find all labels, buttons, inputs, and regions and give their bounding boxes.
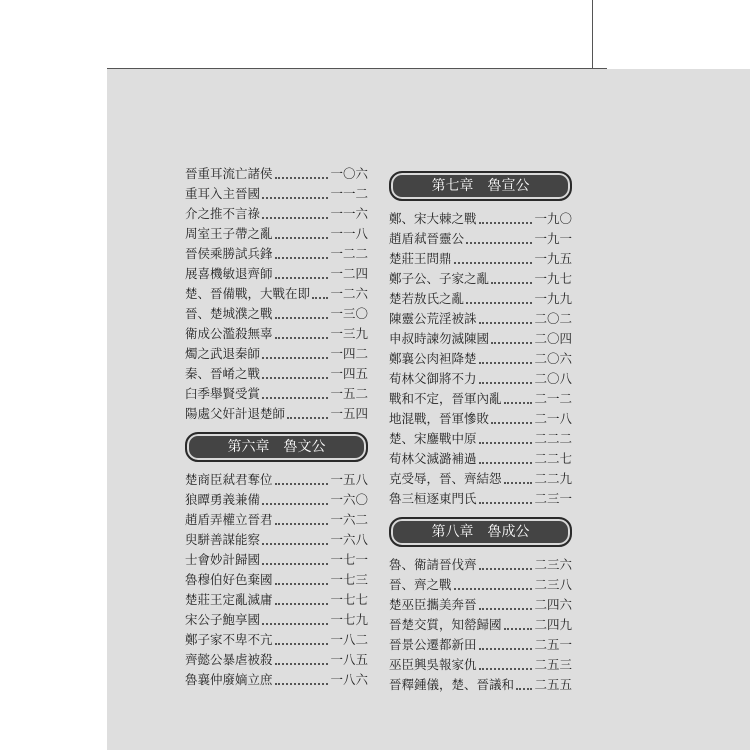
entry-page-number: 一一八 [330,226,368,241]
leader-dots [275,236,329,239]
toc-entry [185,164,368,184]
toc-entry [389,469,572,489]
entry-page-number: 一七三 [330,572,368,587]
leader-dots [479,607,533,610]
toc-entry [185,470,368,490]
entry-title: 荀林父滅潞補過 [389,451,477,466]
toc-entry [389,489,572,509]
entry-page-number: 二三八 [534,577,572,592]
right-column [389,171,572,695]
toc-entry [185,204,368,224]
entry-title: 齊懿公暴虐被殺 [185,652,273,667]
entry-title: 狼瞫勇義兼備 [185,492,261,507]
entry-title: 楚莊王問鼎 [389,251,452,266]
entry-title: 魯、衛請晉伐齊 [389,557,477,572]
entry-page-number: 二一八 [534,411,572,426]
entry-page-number: 二〇二 [534,311,572,326]
leader-dots [466,241,532,244]
toc-entry [389,389,572,409]
toc-entry [389,209,572,229]
toc-entry [389,575,572,595]
entry-title: 戰和不定，晉軍內亂 [389,391,502,406]
right-entries-a [389,209,572,509]
entry-page-number: 一九一 [534,231,572,246]
entry-page-number: 一五二 [330,386,368,401]
entry-title: 周室王子帶之亂 [185,226,273,241]
entry-title: 燭之武退秦師 [185,346,261,361]
leader-dots [504,627,533,630]
entry-page-number: 一一六 [330,206,368,221]
leader-dots [479,501,533,504]
entry-title: 宋公子鮑享國 [185,612,261,627]
toc-entry [185,610,368,630]
entry-page-number: 一九九 [534,291,572,306]
toc-entry [389,229,572,249]
entry-page-number: 二一二 [534,391,572,406]
entry-title: 晉景公遷都新田 [389,637,477,652]
entry-page-number: 一二二 [330,246,368,261]
toc-entry [185,590,368,610]
leader-dots [275,522,329,525]
chapter-heading: 第六章 魯文公 [185,432,368,462]
entry-page-number: 一五八 [330,472,368,487]
entry-page-number: 一九〇 [534,211,572,226]
entry-title: 秦、晉崤之戰 [185,366,261,381]
toc-entry [389,309,572,329]
entry-title: 楚、宋鏖戰中原 [389,431,477,446]
leader-dots [262,396,328,399]
entry-title: 晉侯乘勝試兵鋒 [185,246,273,261]
toc-entry [389,675,572,695]
entry-page-number: 二三一 [534,491,572,506]
toc-entry [185,284,368,304]
entry-page-number: 一九五 [534,251,572,266]
leader-dots [262,196,328,199]
leader-dots [479,441,533,444]
toc-entry [185,570,368,590]
entry-title: 陳靈公荒淫被誅 [389,311,477,326]
entry-title: 楚、晉備戰，大戰在即 [185,286,311,301]
entry-page-number: 一四五 [330,366,368,381]
entry-title: 地混戰，晉軍慘敗 [389,411,490,426]
toc-entry [185,224,368,244]
toc-entry [389,615,572,635]
entry-title: 晉重耳流亡諸侯 [185,166,273,181]
entry-title: 趙盾弄權立晉君 [185,512,273,527]
crop-mark-vertical [592,0,593,68]
left-entries-before [185,164,368,424]
toc-entry [389,269,572,289]
entry-title: 楚莊王定亂滅庸 [185,592,273,607]
toc-entry [185,184,368,204]
toc-entry [185,304,368,324]
toc-entry [389,249,572,269]
leader-dots [262,562,328,565]
leader-dots [479,321,533,324]
toc-entry [185,490,368,510]
entry-title: 臼季舉賢受賞 [185,386,261,401]
leader-dots [479,381,533,384]
entry-page-number: 二五三 [534,657,572,672]
entry-title: 鄭子公、子家之亂 [389,271,490,286]
entry-title: 荀林父御將不力 [389,371,477,386]
entry-page-number: 一三〇 [330,306,368,321]
entry-title: 晉釋鍾儀，楚、晉議和 [389,677,515,692]
entry-page-number: 一八二 [330,632,368,647]
leader-dots [275,176,329,179]
leader-dots [516,687,532,690]
right-entries-b [389,555,572,695]
entry-page-number: 一四二 [330,346,368,361]
leader-dots [479,647,533,650]
entry-page-number: 二二七 [534,451,572,466]
entry-page-number: 一六二 [330,512,368,527]
toc-entry [389,349,572,369]
toc-entry [389,289,572,309]
entry-page-number: 二三六 [534,557,572,572]
entry-title: 晉、楚城濮之戰 [185,306,273,321]
toc-entry [185,530,368,550]
entry-page-number: 二五五 [534,677,572,692]
entry-title: 楚若敖氏之亂 [389,291,465,306]
toc-entry [185,550,368,570]
entry-page-number: 一五四 [330,406,368,421]
entry-title: 鄭子家不卑不亢 [185,632,273,647]
leader-dots [287,416,328,419]
chapter-heading: 第七章 魯宣公 [389,171,572,201]
entry-page-number: 一六〇 [330,492,368,507]
toc-entry [389,369,572,389]
entry-page-number: 二〇六 [534,351,572,366]
leader-dots [312,296,328,299]
entry-page-number: 一六八 [330,532,368,547]
leader-dots [262,542,328,545]
leader-dots [491,341,532,344]
toc-entry [185,670,368,690]
leader-dots [479,667,533,670]
toc-entry [185,404,368,424]
entry-title: 魯三桓逐東門氏 [389,491,477,506]
toc-entry [185,244,368,264]
toc-entry [185,510,368,530]
entry-page-number: 一七一 [330,552,368,567]
entry-title: 臾駢善謀能察 [185,532,261,547]
entry-title: 鄭、宋大棘之戰 [389,211,477,226]
toc-entry [389,429,572,449]
entry-page-number: 二四九 [534,617,572,632]
leader-dots [275,256,329,259]
entry-title: 重耳入主晉國 [185,186,261,201]
leader-dots [491,421,532,424]
leader-dots [262,502,328,505]
leader-dots [262,216,328,219]
leader-dots [275,336,329,339]
toc-entry [389,329,572,349]
leader-dots [275,642,329,645]
entry-page-number: 一一二 [330,186,368,201]
leader-dots [479,361,533,364]
left-entries-after [185,470,368,690]
entry-title: 魯穆伯好色棄國 [185,572,273,587]
leader-dots [275,662,329,665]
toc-entry [389,595,572,615]
leader-dots [479,567,533,570]
entry-page-number: 二五一 [534,637,572,652]
leader-dots [479,221,533,224]
entry-page-number: 一七七 [330,592,368,607]
entry-page-number: 一八五 [330,652,368,667]
entry-page-number: 一二六 [330,286,368,301]
leader-dots [491,281,532,284]
leader-dots [275,276,329,279]
entry-title: 楚巫臣攜美奔晉 [389,597,477,612]
toc-entry [389,655,572,675]
entry-page-number: 二四六 [534,597,572,612]
leader-dots [275,682,329,685]
toc-entry [185,364,368,384]
leader-dots [262,376,328,379]
leader-dots [275,316,329,319]
entry-title: 申叔時諫勿滅陳國 [389,331,490,346]
entry-page-number: 一九七 [534,271,572,286]
entry-title: 克受辱，晉、齊結怨 [389,471,502,486]
entry-title: 晉楚交質，知罃歸國 [389,617,502,632]
entry-title: 展喜機敏退齊師 [185,266,273,281]
toc-entry [389,449,572,469]
toc-entry [185,324,368,344]
leader-dots [275,602,329,605]
entry-page-number: 一八六 [330,672,368,687]
leader-dots [262,622,328,625]
leader-dots [479,461,533,464]
entry-title: 鄭襄公肉袒降楚 [389,351,477,366]
toc-entry [389,555,572,575]
entry-page-number: 二二九 [534,471,572,486]
entry-title: 魯襄仲廢嫡立庶 [185,672,273,687]
entry-title: 巫臣興吳報家仇 [389,657,477,672]
toc-entry [185,630,368,650]
toc-entry [185,650,368,670]
entry-page-number: 一三九 [330,326,368,341]
entry-title: 陽處父奸計退楚師 [185,406,286,421]
entry-title: 趙盾弒晉靈公 [389,231,465,246]
left-column [185,164,368,690]
entry-page-number: 一二四 [330,266,368,281]
toc-entry [185,264,368,284]
leader-dots [504,401,533,404]
leader-dots [454,587,533,590]
chapter-heading: 第八章 魯成公 [389,517,572,547]
entry-page-number: 一七九 [330,612,368,627]
entry-title: 楚商臣弒君奪位 [185,472,273,487]
entry-page-number: 二二二 [534,431,572,446]
leader-dots [466,301,532,304]
leader-dots [275,582,329,585]
toc-entry [389,409,572,429]
entry-page-number: 一〇六 [330,166,368,181]
entry-page-number: 二〇八 [534,371,572,386]
entry-page-number: 二〇四 [534,331,572,346]
leader-dots [275,482,329,485]
entry-title: 晉、齊之戰 [389,577,452,592]
toc-entry [185,384,368,404]
toc-entry [389,635,572,655]
toc-entry [185,344,368,364]
entry-title: 介之推不言祿 [185,206,261,221]
entry-title: 衛成公濫殺無辜 [185,326,273,341]
toc-page [107,69,750,750]
leader-dots [454,261,533,264]
entry-title: 士會妙計歸國 [185,552,261,567]
leader-dots [504,481,533,484]
leader-dots [262,356,328,359]
